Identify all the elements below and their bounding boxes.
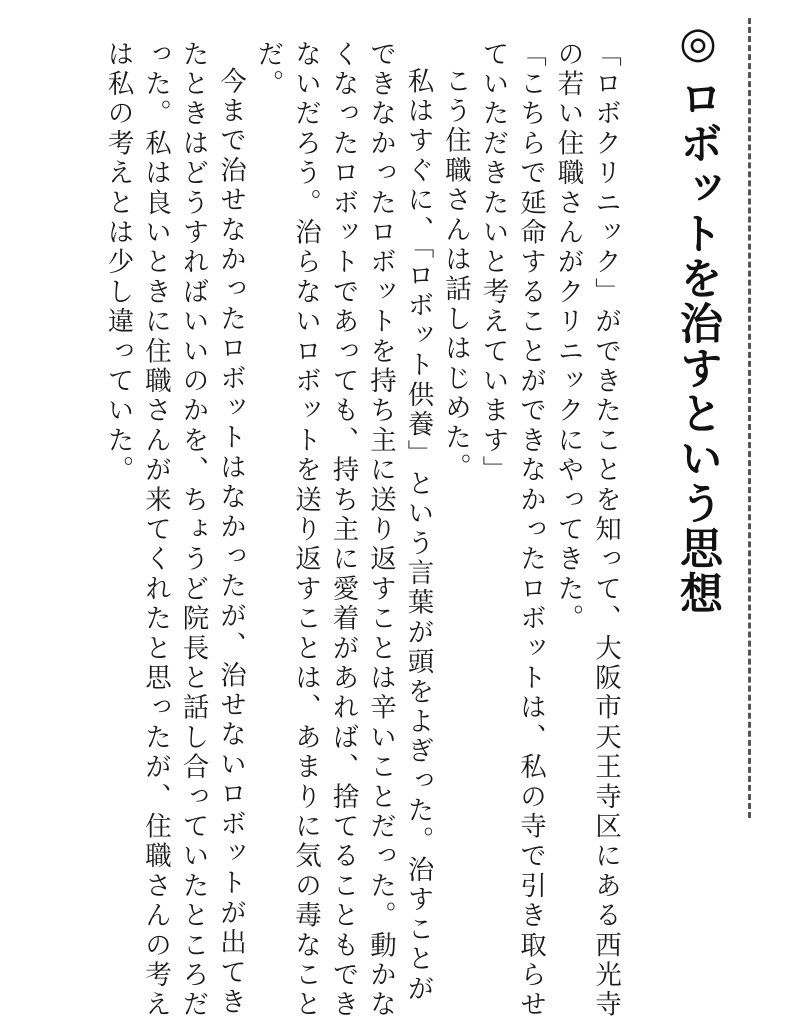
section-title: ロボットを治すという思想 bbox=[673, 76, 723, 616]
paragraph-5: 今まで治せなかったロボットはなかったが、治せないロボットが出てきたときはどうすればいいのかを、ちょうど院長と話し合っていたところだった。私は良いときに住職さんが来てくれたと思ったが、住職さんの考えは私の考えとは少し違っていた。 bbox=[102, 40, 246, 1021]
body-text bbox=[88, 40, 624, 1030]
section-heading bbox=[668, 18, 728, 616]
paragraph-1: 「ロボクリニック」ができたことを知って、大阪市天王寺区にある西光寺の若い住職さんがクリニックにやってきた。 bbox=[552, 40, 621, 1021]
paragraph-3: こう住職さんは話しはじめた。 bbox=[440, 66, 471, 483]
dashed-vertical-rule bbox=[748, 18, 751, 818]
paragraph-4: 私はすぐに、「ロボット供養」という言葉が頭をよぎった。治すことができなかったロボットを持ち主に送り返すことは辛いことだった。動かなくなったロボットであっても、持ち主に愛着があれば、捨てることもできないだろう。治らないロボットを送り返すことは、あまりに気の毒なことだ。 bbox=[252, 40, 434, 1021]
double-circle-icon: ◎ bbox=[673, 18, 723, 70]
paragraph-2: 「こちらで延命することができなかったロボットは、私の寺で引き取らせていただきたいと考えています」 bbox=[477, 40, 546, 1021]
